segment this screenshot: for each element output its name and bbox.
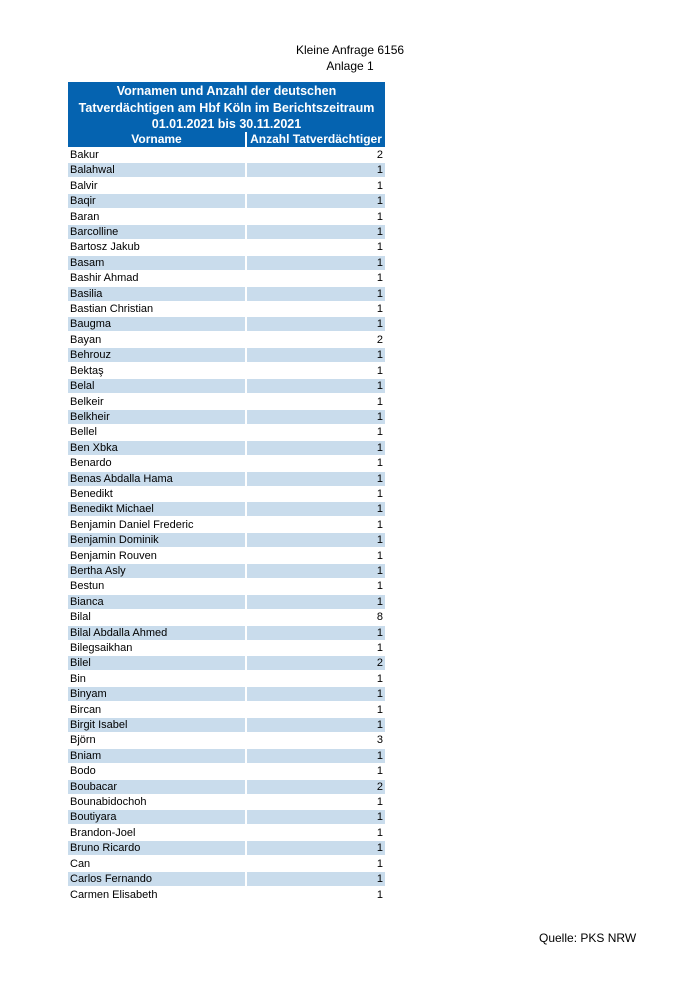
table-row [68,564,385,579]
cell-first-name: Ben Xbka [68,441,245,455]
cell-first-name: Basilia [68,287,245,301]
cell-suspect-count: 1 [247,472,385,486]
column-header-name: Vorname [68,132,245,147]
table-row [68,780,385,795]
table-row [68,841,385,856]
cell-first-name: Baqir [68,194,245,208]
cell-first-name: Bertha Asly [68,564,245,578]
table-row [68,795,385,810]
cell-suspect-count: 1 [247,163,385,177]
table-row [68,425,385,440]
cell-suspect-count: 1 [247,225,385,239]
table-row [68,441,385,456]
cell-first-name: Balvir [70,179,98,192]
cell-first-name: Bashir Ahmad [70,272,139,285]
cell-first-name: Bruno Ricardo [68,841,245,855]
table-row [68,826,385,841]
table-row [68,225,385,240]
cell-suspect-count: 2 [247,780,385,794]
cell-first-name: Baran [70,210,100,223]
cell-suspect-count: 1 [247,317,385,331]
table-row [68,317,385,332]
table-row [68,287,385,302]
cell-suspect-count: 1 [247,810,385,824]
table-row [68,148,385,163]
cell-suspect-count: 1 [376,241,383,254]
table-row [68,810,385,825]
cell-first-name: Bircan [70,703,102,716]
table-row [68,872,385,887]
cell-first-name: Baugma [68,317,245,331]
cell-suspect-count: 1 [247,595,385,609]
cell-suspect-count: 2 [376,149,383,161]
table-row [68,703,385,718]
cell-first-name: Björn [70,734,96,747]
cell-suspect-count: 1 [376,210,383,223]
cell-suspect-count: 1 [247,749,385,763]
table-row [68,379,385,394]
table-row [68,271,385,286]
cell-first-name: Benjamin Daniel Frederic [70,518,194,531]
cell-first-name: Birgit Isabel [68,718,245,732]
table-row [68,718,385,733]
document-header [250,42,450,74]
cell-first-name: Bilal [70,611,91,624]
table-row [68,656,385,671]
inquiry-number: Kleine Anfrage 6156 [295,43,405,57]
cell-first-name: Balahwal [68,163,245,177]
cell-suspect-count: 1 [376,549,383,562]
table-title [68,82,385,132]
cell-suspect-count: 1 [247,872,385,886]
cell-suspect-count: 1 [247,287,385,301]
cell-suspect-count: 1 [376,395,383,408]
cell-suspect-count: 1 [376,179,383,192]
cell-suspect-count: 1 [376,272,383,285]
table-row [68,595,385,610]
table-row [68,456,385,471]
cell-suspect-count: 2 [247,656,385,670]
cell-first-name: Belal [68,379,245,393]
table-row [68,194,385,209]
table-row [68,256,385,271]
cell-suspect-count: 1 [247,564,385,578]
table-row [68,672,385,687]
cell-first-name: Bianca [68,595,245,609]
table-row [68,364,385,379]
cell-suspect-count: 1 [247,379,385,393]
cell-suspect-count: 1 [247,626,385,640]
table-row [68,163,385,178]
column-header-count: Anzahl Tatverdächtiger [247,132,385,147]
cell-suspect-count: 1 [247,441,385,455]
table-row [68,733,385,748]
source-note: Quelle: PKS NRW [539,931,637,945]
table-row [68,472,385,487]
table-row [68,302,385,317]
cell-first-name: Barcolline [68,225,245,239]
cell-first-name: Bestun [70,580,105,593]
table-row [68,395,385,410]
table-title-line-1: Vornamen und Anzahl der deutschen [116,84,337,98]
table-row [68,179,385,194]
cell-first-name: Bin [70,672,86,685]
cell-first-name: Bodo [70,765,96,778]
cell-suspect-count: 1 [376,364,383,377]
cell-first-name: Bounabidochoh [70,796,147,809]
cell-suspect-count: 1 [376,580,383,593]
table-title-line-2: Tatverdächtigen am Hbf Köln im Berichtszeitraum [78,100,375,115]
cell-first-name: Boubacar [68,780,245,794]
cell-suspect-count: 1 [376,796,383,809]
table-row [68,240,385,255]
cell-suspect-count: 1 [247,194,385,208]
cell-suspect-count: 1 [247,256,385,270]
cell-first-name: Bartosz Jakub [70,241,140,254]
cell-first-name: Basam [68,256,245,270]
table-title-line-3: 01.01.2021 bis 30.11.2021 [151,117,302,131]
cell-first-name: Carmen Elisabeth [70,888,158,901]
cell-suspect-count: 1 [376,826,383,839]
cell-suspect-count: 1 [376,487,383,500]
cell-suspect-count: 1 [376,457,383,470]
table-row [68,333,385,348]
cell-first-name: Bilal Abdalla Ahmed [68,626,245,640]
cell-first-name: Bniam [68,749,245,763]
table-row [68,687,385,702]
cell-first-name: Belkeir [70,395,104,408]
cell-first-name: Bilel [68,656,245,670]
cell-suspect-count: 1 [247,348,385,362]
table-row [68,549,385,564]
cell-suspect-count: 1 [376,888,383,901]
cell-first-name: Behrouz [68,348,245,362]
cell-suspect-count: 1 [247,410,385,424]
cell-first-name: Benjamin Rouven [70,549,157,562]
attachment-label: Anlage 1 [326,59,374,73]
table-row [68,502,385,517]
table-row [68,641,385,656]
cell-first-name: Binyam [68,687,245,701]
table-row [68,348,385,363]
cell-first-name: Bektaş [70,364,104,377]
table-row [68,533,385,548]
cell-first-name: Bilegsaikhan [70,642,133,654]
table-row [68,857,385,872]
cell-suspect-count: 1 [247,533,385,547]
table-row [68,764,385,779]
cell-suspect-count: 1 [247,718,385,732]
cell-first-name: Bayan [70,333,102,346]
cell-suspect-count: 1 [247,841,385,855]
cell-suspect-count: 8 [376,611,383,624]
cell-first-name: Benas Abdalla Hama [68,472,245,486]
cell-first-name: Bastian Christian [70,303,154,316]
cell-suspect-count: 1 [376,765,383,778]
cell-first-name: Bakur [70,149,99,161]
cell-first-name: Boutiyara [68,810,245,824]
cell-suspect-count: 2 [376,333,383,346]
cell-first-name: Bellel [70,426,97,439]
table-row [68,210,385,225]
cell-first-name: Benardo [70,457,112,470]
cell-suspect-count: 1 [376,703,383,716]
cell-suspect-count: 1 [247,502,385,516]
names-table [68,148,385,903]
table-row [68,610,385,625]
cell-first-name: Belkheir [68,410,245,424]
table-row [68,888,385,903]
cell-suspect-count: 1 [376,518,383,531]
cell-suspect-count: 1 [376,672,383,685]
cell-first-name: Carlos Fernando [68,872,245,886]
cell-first-name: Can [70,857,91,870]
table-row [68,579,385,594]
cell-first-name: Benedikt Michael [68,502,245,516]
cell-suspect-count: 1 [376,303,383,316]
table-row [68,487,385,502]
cell-suspect-count: 1 [376,426,383,439]
cell-first-name: Benedikt [70,487,113,500]
cell-suspect-count: 1 [376,857,383,870]
table-row [68,749,385,764]
cell-suspect-count: 1 [376,642,383,654]
table-row [68,410,385,425]
cell-suspect-count: 3 [376,734,383,747]
cell-first-name: Brandon-Joel [70,826,136,839]
table-row [68,626,385,641]
table-row [68,518,385,533]
cell-suspect-count: 1 [247,687,385,701]
cell-first-name: Benjamin Dominik [68,533,245,547]
